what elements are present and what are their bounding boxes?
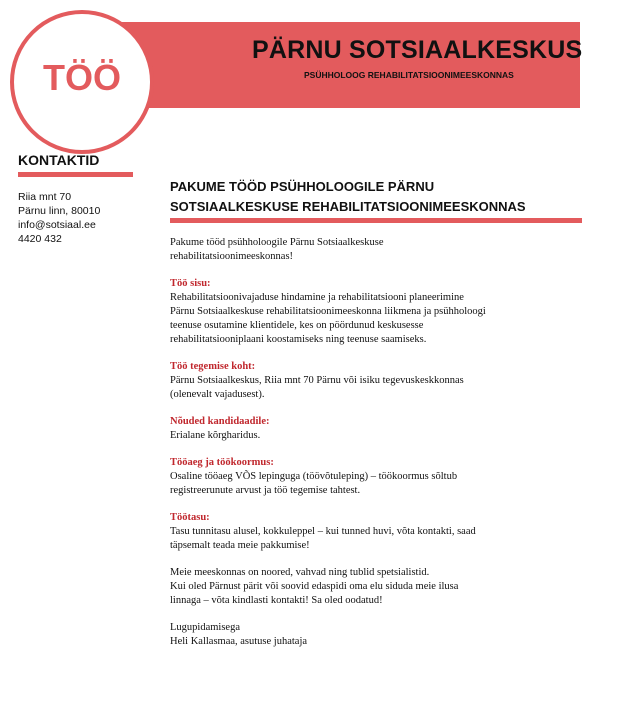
section-working-time	[170, 456, 590, 498]
section-line: (olenevalt vajadusest).	[170, 389, 265, 400]
intro-line: rehabilitatsioonimeeskonnas!	[170, 251, 294, 262]
section-line: Erialane kõrgharidus.	[170, 430, 261, 441]
job-badge-circle	[10, 10, 154, 154]
contact-city: Pärnu linn, 80010	[18, 205, 101, 217]
section-label: Töö sisu:	[170, 278, 211, 289]
posting-body	[170, 236, 590, 649]
section-line: rehabilitatsiooniplaani koostamiseks ning teenuse saamiseks.	[170, 334, 427, 345]
contacts-heading: KONTAKTID	[18, 152, 100, 168]
section-line: Rehabilitatsioonivajaduse hindamine ja rehabilitatsiooni planeerimine	[170, 292, 464, 303]
section-label: Tööaeg ja töökoormus:	[170, 457, 274, 468]
posting-heading-line: PAKUME TÖÖD PSÜHHOLOOGILE PÄRNU	[170, 179, 435, 194]
section-salary	[170, 511, 590, 553]
contact-email[interactable]: info@sotsiaal.ee	[18, 219, 96, 231]
position-subtitle: PSÜHHOLOOG REHABILITATSIOONIMEESKONNAS	[304, 70, 514, 80]
posting-heading	[170, 177, 590, 217]
section-job-content	[170, 277, 590, 347]
section-requirements	[170, 415, 590, 443]
section-line: Pärnu Sotsiaalkeskus, Riia mnt 70 Pärnu või isiku tegevuskeskkonnas	[170, 375, 464, 386]
section-work-location	[170, 360, 590, 402]
posting-heading-line: SOTSIAALKESKUSE REHABILITATSIOONIMEESKONNAS	[170, 199, 526, 214]
signoff: Lugupidamisega	[170, 622, 240, 633]
section-line: Osaline tööaeg VÕS lepinguga (töövõtuleping) – töökoormus sõltub	[170, 471, 458, 482]
closing-paragraph	[170, 566, 590, 608]
job-badge-text: TÖÖ	[43, 57, 121, 98]
signature: Heli Kallasmaa, asutuse juhataja	[170, 636, 308, 647]
contacts-divider	[18, 172, 133, 177]
contact-phone: 4420 432	[18, 233, 62, 245]
closing-line: linnaga – võta kindlasti kontakti! Sa oled oodatud!	[170, 595, 383, 606]
header-banner	[100, 22, 583, 108]
posting-divider	[170, 218, 582, 223]
contact-street: Riia mnt 70	[18, 191, 72, 203]
contact-block	[18, 190, 100, 246]
organization-title: PÄRNU SOTSIAALKESKUS	[252, 36, 583, 64]
section-line: teenuse osutamine klientidele, kes on pöördunud keskusesse	[170, 320, 424, 331]
section-label: Töötasu:	[170, 512, 210, 523]
closing-line: Meie meeskonnas on noored, vahvad ning tublid spetsialistid.	[170, 567, 430, 578]
section-line: registreerunute arvust ja töö tegemise tahtest.	[170, 485, 361, 496]
section-label: Nõuded kandidaadile:	[170, 416, 270, 427]
section-line: Pärnu Sotsiaalkeskuse rehabilitatsioonimeeskonna liikmena ja psühholoogi	[170, 306, 486, 317]
section-label: Töö tegemise koht:	[170, 361, 256, 372]
intro-line: Pakume tööd psühholoogile Pärnu Sotsiaalkeskuse	[170, 237, 384, 248]
section-line: Tasu tunnitasu alusel, kokkuleppel – kui tunned huvi, võta kontakti, saad	[170, 526, 476, 537]
closing-line: Kui oled Pärnust pärit või soovid edaspidi oma elu siduda meie ilusa	[170, 581, 459, 592]
section-line: täpsemalt teada meie pakkumise!	[170, 540, 310, 551]
